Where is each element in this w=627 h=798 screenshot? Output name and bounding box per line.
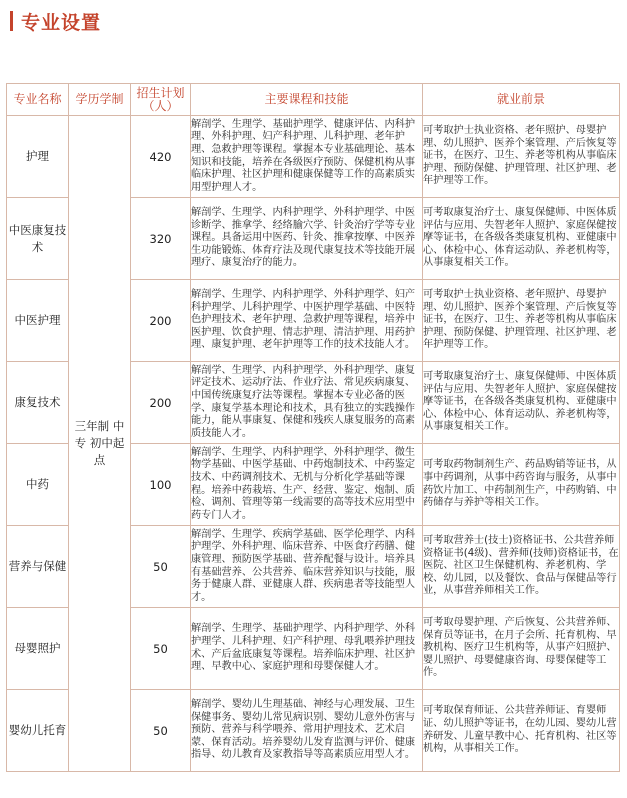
career-description: 可考取护士执业资格、老年照护、母婴护理、幼儿照护、医养个案管理、产后恢复等证书，在医疗、卫生、养老等机构从事临床护理、预防保健、护理管理、社区护理、老年护理等工作。 bbox=[423, 116, 620, 198]
career-description: 可考取护士执业资格、老年照护、母婴护理、幼儿照护、医养个案管理、产后恢复等证书，在医疗、卫生、养老等机构从事临床护理、预防保健、护理管理、社区护理、老年护理等工作。 bbox=[423, 280, 620, 362]
course-description: 解剖学、生理学、内科护理学、外科护理学、妇产科护理学、儿科护理学、中医护理学基础、中医特色护理技术、老年护理、急救护理等课程，培养中医护理、饮食护理、情志护理、清洁护理、用药护理、康复护理、老年护理等工作的技术技能人才。 bbox=[191, 280, 423, 362]
table-row bbox=[7, 116, 620, 198]
course-description: 解剖学、生理学、内科护理学、外科护理学、中医诊断学、推拿学、经络腧穴学、针灸治疗学等专业课程。具备运用中医药、针灸、推拿按摩、中医养生功能锻炼、体育疗法及现代康复技术等技能开展理疗、康复治疗的能力。 bbox=[191, 198, 423, 280]
system-cell: 三年制 中专 初中起点 bbox=[69, 116, 131, 772]
course-description: 解剖学、生理学、内科护理学、外科护理学、微生物学基础、中医学基础、中药炮制技术、中药鉴定技术、中药调剂技术、无机与分析化学基础等课程。培养中药栽培、生产、经营、鉴定、炮制、质检、调剂、管理等第一线需要的高等技术应用型中药专门人才。 bbox=[191, 444, 423, 526]
header-row bbox=[7, 84, 620, 116]
major-name: 婴幼儿托育 bbox=[7, 690, 69, 772]
course-description: 解剖学、生理学、疾病学基础、医学伦理学、内科护理学、外科护理、临床营养、中医食疗药膳、健康管理、预防医学基础、营养配餐与设计。培养具有基础营养、公共营养、临床营养知识与技能，服务于健康人群、亚健康人群、疾病患者等技能型人才。 bbox=[191, 526, 423, 608]
enrollment-plan: 50 bbox=[131, 526, 191, 608]
course-description: 解剖学、生理学、内科护理学、外科护理学、康复评定技术、运动疗法、作业疗法、常见疾病康复、中国传统康复疗法等课程。掌握本专业必备的医学、康复学基本理论和技术，具有独立的实践操作能力，能从事康复、保健和残疾人康复服务的高素质技能人才。 bbox=[191, 362, 423, 444]
course-description: 解剖学、生理学、基础护理学、健康评估、内科护理、外科护理、妇产科护理、儿科护理、老年护理、急救护理等课程。掌握本专业基础理论、基本知识和技能，培养在各级医疗预防、保健机构从事临床护理、社区护理和健康保健等工作的高素质实用型护理人才。 bbox=[191, 116, 423, 198]
enrollment-plan: 100 bbox=[131, 444, 191, 526]
header-course: 主要课程和技能 bbox=[191, 84, 423, 116]
course-description: 解剖学、婴幼儿生理基础、神经与心理发展、卫生保健事务、婴幼儿常见病识别、婴幼儿意外伤害与预防、营养与科学喂养、常用护理技术、艺术启蒙、保育活动。培养婴幼儿发育监测与评价、健康指导、幼儿教育及家教指导等高素质应用型人才。 bbox=[191, 690, 423, 772]
enrollment-plan: 320 bbox=[131, 198, 191, 280]
enrollment-plan: 50 bbox=[131, 608, 191, 690]
major-name: 护理 bbox=[7, 116, 69, 198]
career-description: 可考取保育师证、公共营养师证、育婴师证、幼儿照护等证书，在幼儿园、婴幼儿营养研发、儿童早教中心、托育机构、社区等机构，从事相关工作。 bbox=[423, 690, 620, 772]
major-name: 康复技术 bbox=[7, 362, 69, 444]
section-title: 专业设置 bbox=[21, 11, 102, 34]
heading-accent-bar bbox=[10, 11, 13, 31]
career-description: 可考取康复治疗士、康复保健师、中医体质评估与应用、失智老年人照护、家庭保健按摩等证书，在各级各类康复机构、亚健康中心、体检中心、体育运动队、养老机构等，从事康复相关工作。 bbox=[423, 198, 620, 280]
career-description: 可考取康复治疗士、康复保健师、中医体质评估与应用、失智老年人照护、家庭保健按摩等证书，在各级各类康复机构、亚健康中心、体检中心、体育运动队、养老机构等，从事康复相关工作。 bbox=[423, 362, 620, 444]
major-name: 母婴照护 bbox=[7, 608, 69, 690]
header-system: 学历学制 bbox=[69, 84, 131, 116]
major-name: 中医康复技术 bbox=[7, 198, 69, 280]
career-description: 可考取药物制剂生产、药品购销等证书，从事中药调剂，从事中药咨询与服务，从事中药饮片加工、中药制剂生产，中药购销、中药储存与养护等相关工作。 bbox=[423, 444, 620, 526]
career-description: 可考取营养士(技士)资格证书、公共营养师资格证书(4级)、营养师(技师)资格证书，在医院、社区卫生保健机构、养老机构、学校、幼儿园，以及餐饮、食品与保健品等行业，从事营养师相关工作。 bbox=[423, 526, 620, 608]
enrollment-plan: 200 bbox=[131, 362, 191, 444]
header-career: 就业前景 bbox=[423, 84, 620, 116]
majors-table bbox=[6, 83, 620, 772]
major-name: 中医护理 bbox=[7, 280, 69, 362]
major-name: 中药 bbox=[7, 444, 69, 526]
header-name: 专业名称 bbox=[7, 84, 69, 116]
section-heading bbox=[10, 8, 101, 34]
enrollment-plan: 420 bbox=[131, 116, 191, 198]
career-description: 可考取母婴护理、产后恢复、公共营养师、保育员等证书，在月子会所、托育机构、早教机构、医疗卫生机构等，从事产妇照护、婴儿照护、母婴健康咨询、母婴保健等工作。 bbox=[423, 608, 620, 690]
major-name: 营养与保健 bbox=[7, 526, 69, 608]
course-description: 解剖学、生理学、基础护理学、内科护理学、外科护理学、儿科护理、妇产科护理、母乳喂养护理技术、产后盆底康复等课程。培养临床护理、社区护理、早教中心、家庭护理和母婴保健人才。 bbox=[191, 608, 423, 690]
enrollment-plan: 50 bbox=[131, 690, 191, 772]
header-plan: 招生计划（人） bbox=[131, 84, 191, 116]
enrollment-plan: 200 bbox=[131, 280, 191, 362]
